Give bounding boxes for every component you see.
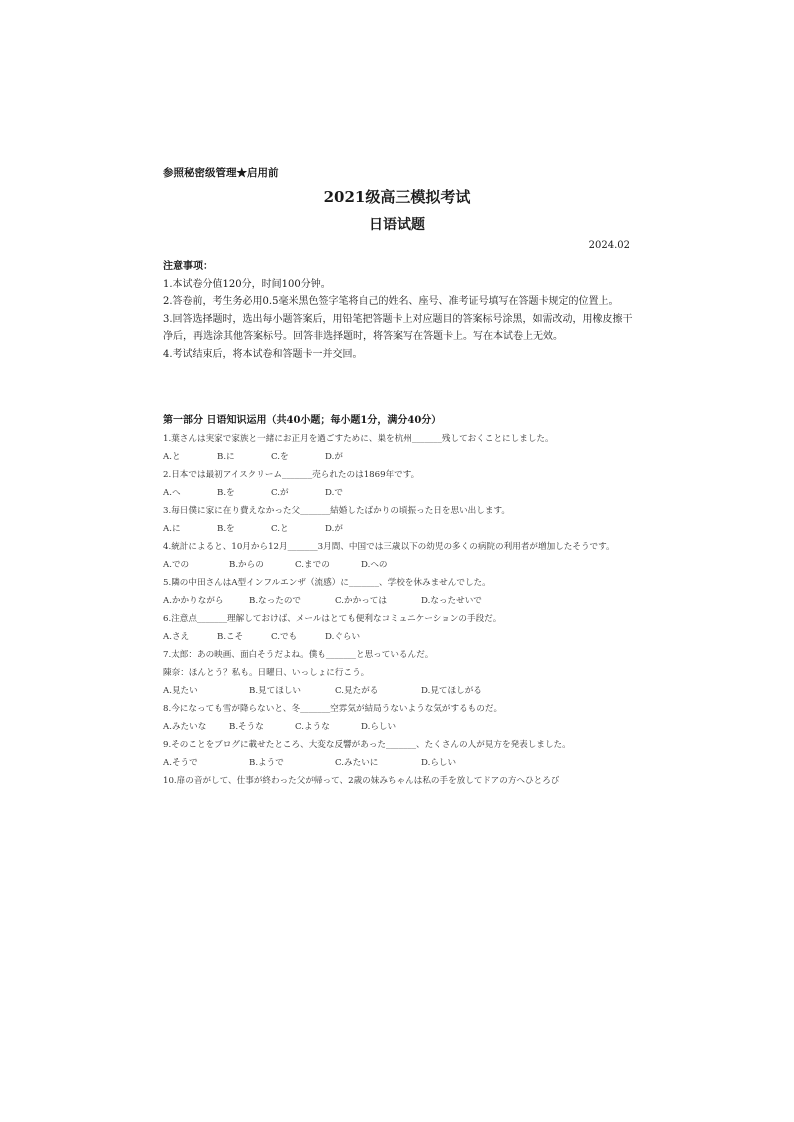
option-a: A.みたいな bbox=[163, 722, 207, 732]
option-d: D.が bbox=[325, 452, 343, 462]
note-item: 1.本试卷分值120分，时间100分钟。 bbox=[163, 278, 331, 290]
question-7: 7.太郎：あの映画、面白そうだよね。僕も_______と思っているんだ。 bbox=[163, 650, 434, 660]
option-a: A.見たい bbox=[163, 686, 198, 696]
option-d: D.への bbox=[361, 560, 388, 570]
secret-level-label: 参照秘密级管理★启用前 bbox=[163, 167, 279, 179]
option-a: A.かかりながら bbox=[163, 596, 224, 606]
option-d: D.ぐらい bbox=[325, 632, 361, 642]
option-d: D.らしい bbox=[361, 722, 397, 732]
question-1-options bbox=[163, 448, 631, 466]
option-a: A.へ bbox=[163, 488, 181, 498]
option-c: C.が bbox=[271, 488, 289, 498]
option-b: B.を bbox=[217, 488, 235, 498]
question-list bbox=[163, 430, 631, 790]
question-7-dialogue-line: 陳奈：ほんとう？私も。日曜日、いっしょに行こう。 bbox=[163, 668, 370, 678]
question-7-options bbox=[163, 682, 631, 700]
option-d: D.らしい bbox=[421, 758, 457, 768]
question-8: 8.今になっても雪が降らないと、冬_______空雰気が結局うないような気がするものだ。 bbox=[163, 704, 503, 714]
option-c: C.かかっては bbox=[335, 596, 387, 606]
option-b: B.に bbox=[217, 452, 235, 462]
question-4: 4.統計によると、10月から12月_______3月間、中国では三歳以下の幼児の多くの病院の利用者が増加したそうです。 bbox=[163, 542, 615, 552]
question-9-options bbox=[163, 754, 631, 772]
option-d: D.見てほしがる bbox=[421, 686, 482, 696]
option-b: B.見てほしい bbox=[249, 686, 302, 696]
option-a: A.そうで bbox=[163, 758, 198, 768]
option-b: B.そうな bbox=[229, 722, 264, 732]
question-4-options bbox=[163, 556, 631, 574]
question-6-options bbox=[163, 628, 631, 646]
question-3: 3.毎日僕に家に在り費えなかった父_______結婚したばかりの頃振った日を思い出します。 bbox=[163, 506, 510, 516]
option-d: D.で bbox=[325, 488, 343, 498]
option-a: A.さえ bbox=[163, 632, 190, 642]
option-d: D.が bbox=[325, 524, 343, 534]
note-item: 3.回答选择题时，选出每小题答案后，用铅笔把答题卡上对应题目的答案标号涂黑，如需改动，用橡皮擦干净后，再选涂其他答案标号。回答非选择题时，将答案写在答题卡上。写在本试卷上无效。 bbox=[163, 313, 633, 343]
notes-heading: 注意事项： bbox=[163, 261, 213, 272]
question-5: 5.隣の中田さんはA型インフルエンザ（流感）に_______、学校を休みませんでした。 bbox=[163, 578, 491, 588]
question-6: 6.注意点_______理解しておけば、メールはとても便利なコミュニケーションの手段だ。 bbox=[163, 614, 502, 624]
question-2-options bbox=[163, 484, 631, 502]
option-c: C.を bbox=[271, 452, 289, 462]
option-a: A.と bbox=[163, 452, 181, 462]
option-b: B.ようで bbox=[249, 758, 284, 768]
option-c: C.ような bbox=[295, 722, 330, 732]
option-c: C.までの bbox=[295, 560, 330, 570]
option-b: B.こそ bbox=[217, 632, 244, 642]
notes-section bbox=[163, 258, 633, 364]
option-c: C.みたいに bbox=[335, 758, 379, 768]
option-d: D.なったせいで bbox=[421, 596, 482, 606]
question-8-options bbox=[163, 718, 631, 736]
exam-title: 2021级高三模拟考试 bbox=[323, 188, 471, 206]
question-5-options bbox=[163, 592, 631, 610]
question-2: 2.日本では最初アイスクリーム_______売られたのは1869年です。 bbox=[163, 470, 420, 480]
option-a: A.に bbox=[163, 524, 181, 534]
part1-heading: 第一部分 日语知识运用（共40小题；每小题1分，满分40分） bbox=[163, 415, 442, 426]
note-item: 4.考试结束后，将本试卷和答题卡一并交回。 bbox=[163, 348, 363, 360]
option-b: B.からの bbox=[229, 560, 264, 570]
option-b: B.なったので bbox=[249, 596, 302, 606]
option-c: C.と bbox=[271, 524, 289, 534]
subject-title: 日语试题 bbox=[369, 217, 425, 233]
question-1: 1.葉さんは実家で家族と一緒にお正月を過ごすために、巣を杭州_______残しておくことにしました。 bbox=[163, 434, 554, 444]
option-b: B.を bbox=[217, 524, 235, 534]
question-10: 10.扉の音がして、仕事が終わった父が帰って、2歳の妹みちゃんは私の手を放してドアの方へひとろび bbox=[163, 776, 560, 786]
option-a: A.での bbox=[163, 560, 190, 570]
note-item: 2.答卷前，考生务必用0.5毫米黑色签字笔将自己的姓名、座号、准考证号填写在答题卡规定的位置上。 bbox=[163, 296, 619, 308]
exam-date: 2024.02 bbox=[588, 240, 630, 251]
question-3-options bbox=[163, 520, 631, 538]
option-c: C.見たがる bbox=[335, 686, 379, 696]
question-9: 9.そのことをブログに載せたところ、大変な反響があった_______、たくさんの人が見方を発表しました。 bbox=[163, 740, 571, 750]
option-c: C.でも bbox=[271, 632, 298, 642]
